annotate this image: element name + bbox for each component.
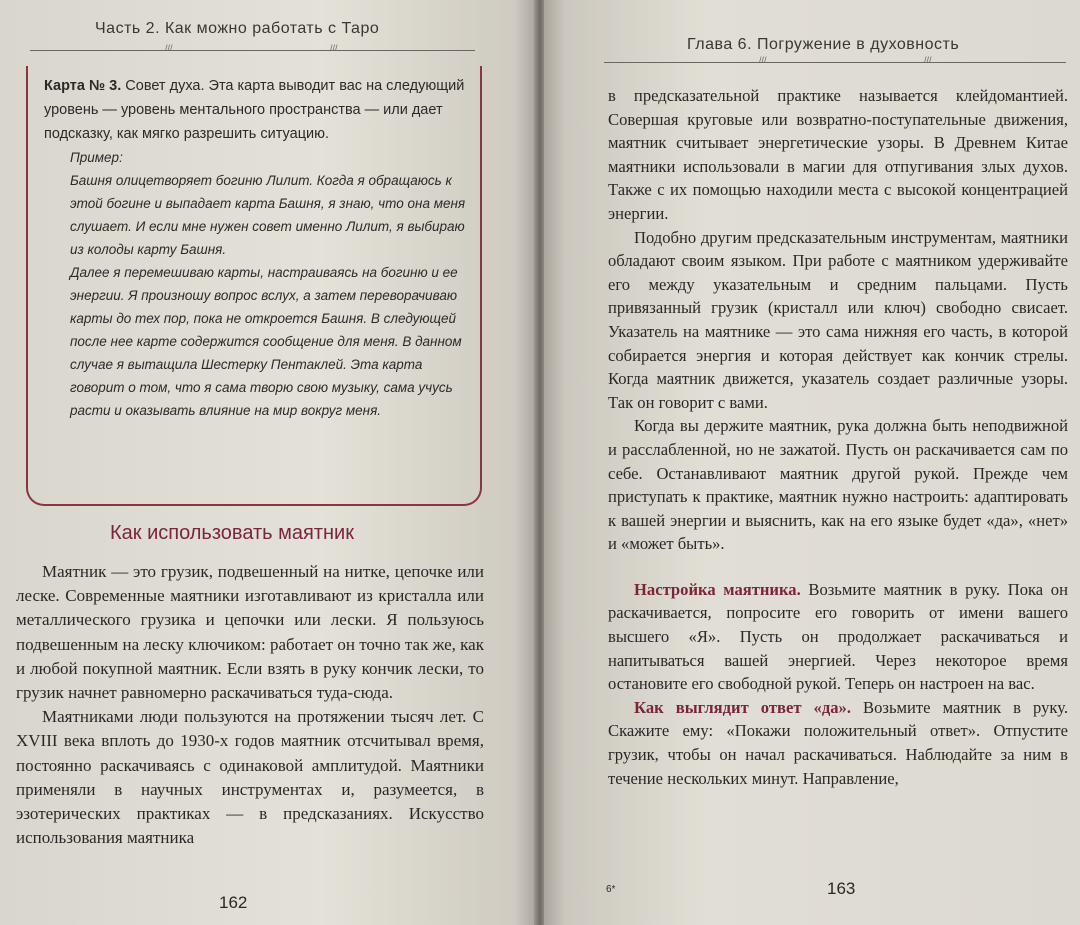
paragraph: Подобно другим предсказательным инструментам, маятники обладают своим языком. При работе с маятником удерживайте его между указательным и средним пальцами. Пусть привязанный грузик (кристалл или ключ) свободно свисает. Указатель на маятнике — это сама нижняя его часть, в которой собирается энергия и которая действует как кончик стрелы. Когда маятник движется, указатель создает различные узоры. Так он говорит с вами. xyxy=(608,227,1068,412)
left-body-text xyxy=(16,560,484,850)
rule-ornament: /// xyxy=(165,43,173,53)
paragraph: Маятник — это грузик, подвешенный на нитке, цепочке или леске. Современные маятники изготавливают из кристалла или металлического грузика и цепочки или лески. Я пользуюсь подвешенным на леску ключиком: работает он точно так же, как и любой покупной маятник. Если взять в руку кончик лески, то грузик начнет равномерно раскачиваться туда-сюда. xyxy=(16,562,484,703)
rule-ornament: /// xyxy=(759,55,767,65)
paragraph: Когда вы держите маятник, рука должна быть неподвижной и расслабленной, но не зажатой. Пусть он раскачивается сам по себе. Останавливают маятник другой рукой. Прежде чем приступать к практике, маятник нужно настроить: адаптировать к вашей энергии и выяснить, как на его языке будет «да», «нет» и «может быть». xyxy=(608,416,1068,554)
page-number: 163 xyxy=(827,879,856,898)
card-label: Карта № 3. xyxy=(44,78,122,94)
rule-ornament: /// xyxy=(330,43,338,53)
header-rule xyxy=(30,43,475,53)
tuning-text: Возьмите маятник в руку. Пока он раскачивается, попросите его говорить от имени вашего высшего «Я». Пусть он продолжает раскачиваться и напитываться вашей энергией. Через некоторое время остановите его свободной рукой. Теперь он настроен на вас. xyxy=(608,579,1068,694)
tuning-paragraph xyxy=(608,578,1068,696)
section-title: Как использовать маятник xyxy=(110,522,354,544)
paragraph: Маятниками люди пользуются на протяжении тысяч лет. С XVIII века вплоть до 1930-х годов маятник отсчитывал время, постоянно раскачиваясь с одинаковой амплитудой. Маятники применяли в научных инструментах и, разумеется, в эзотерических практиках — в предсказаниях. Искусство использования маятника xyxy=(16,707,484,848)
yes-term: Как выглядит ответ «да». xyxy=(634,697,851,717)
signature-mark: 6* xyxy=(606,884,616,895)
paragraph: в предсказательной практике называется клейдомантией. Совершая круговые или возвратно-поступательные движения, маятник считывает энергетические узоры. В Древнем Китае маятники использовали в магии для отпугивания злых духов. Также с их помощью находили места с высокой концентрацией энергии. xyxy=(608,86,1068,223)
running-head: Часть 2. Как можно работать с Таро xyxy=(95,20,380,37)
tuning-term: Настройка маятника. xyxy=(634,579,801,599)
example-box-text xyxy=(44,74,474,422)
left-page xyxy=(0,0,536,925)
example-paragraph: Далее я перемешиваю карты, настраиваясь на богиню и ее энергии. Я произношу вопрос вслух, а затем переворачиваю карты до тех пор, пока не откроется Башня. В следующей после нее карте содержится сообщение для меня. В данном случае я вытащила Шестерку Пентаклей. Эта карта говорит о том, что я сама творю свою музыку, сама учусь расти и оказывать влияние на мир вокруг меня. xyxy=(70,265,462,418)
card-description xyxy=(44,74,474,146)
page-number: 162 xyxy=(219,893,248,912)
right-page xyxy=(544,0,1080,925)
example-label: Пример: xyxy=(70,150,123,165)
running-head: Глава 6. Погружение в духовность xyxy=(687,36,960,53)
yes-text: Возьмите маятник в руку. Скажите ему: «Покажи положительный ответ». Отпустите грузик, чтобы он начал раскачиваться. Наблюдайте за ним в течение нескольких минут. Направление, xyxy=(608,697,1069,788)
card-intro: Совет духа. Эта карта выводит вас на следующий уровень — уровень ментального пространства — или дает подсказку, как мягко разрешить ситуацию. xyxy=(44,78,465,142)
rule-ornament: /// xyxy=(924,55,932,65)
right-body-text xyxy=(608,84,1068,790)
yes-paragraph xyxy=(608,696,1068,790)
header-rule xyxy=(604,55,1066,65)
example-paragraph: Башня олицетворяет богиню Лилит. Когда я обращаюсь к этой богине и выпадает карта Башня, я знаю, что она меня слушает. И если мне нужен совет именно Лилит, я выбираю из колоды карту Башня. xyxy=(70,173,466,257)
